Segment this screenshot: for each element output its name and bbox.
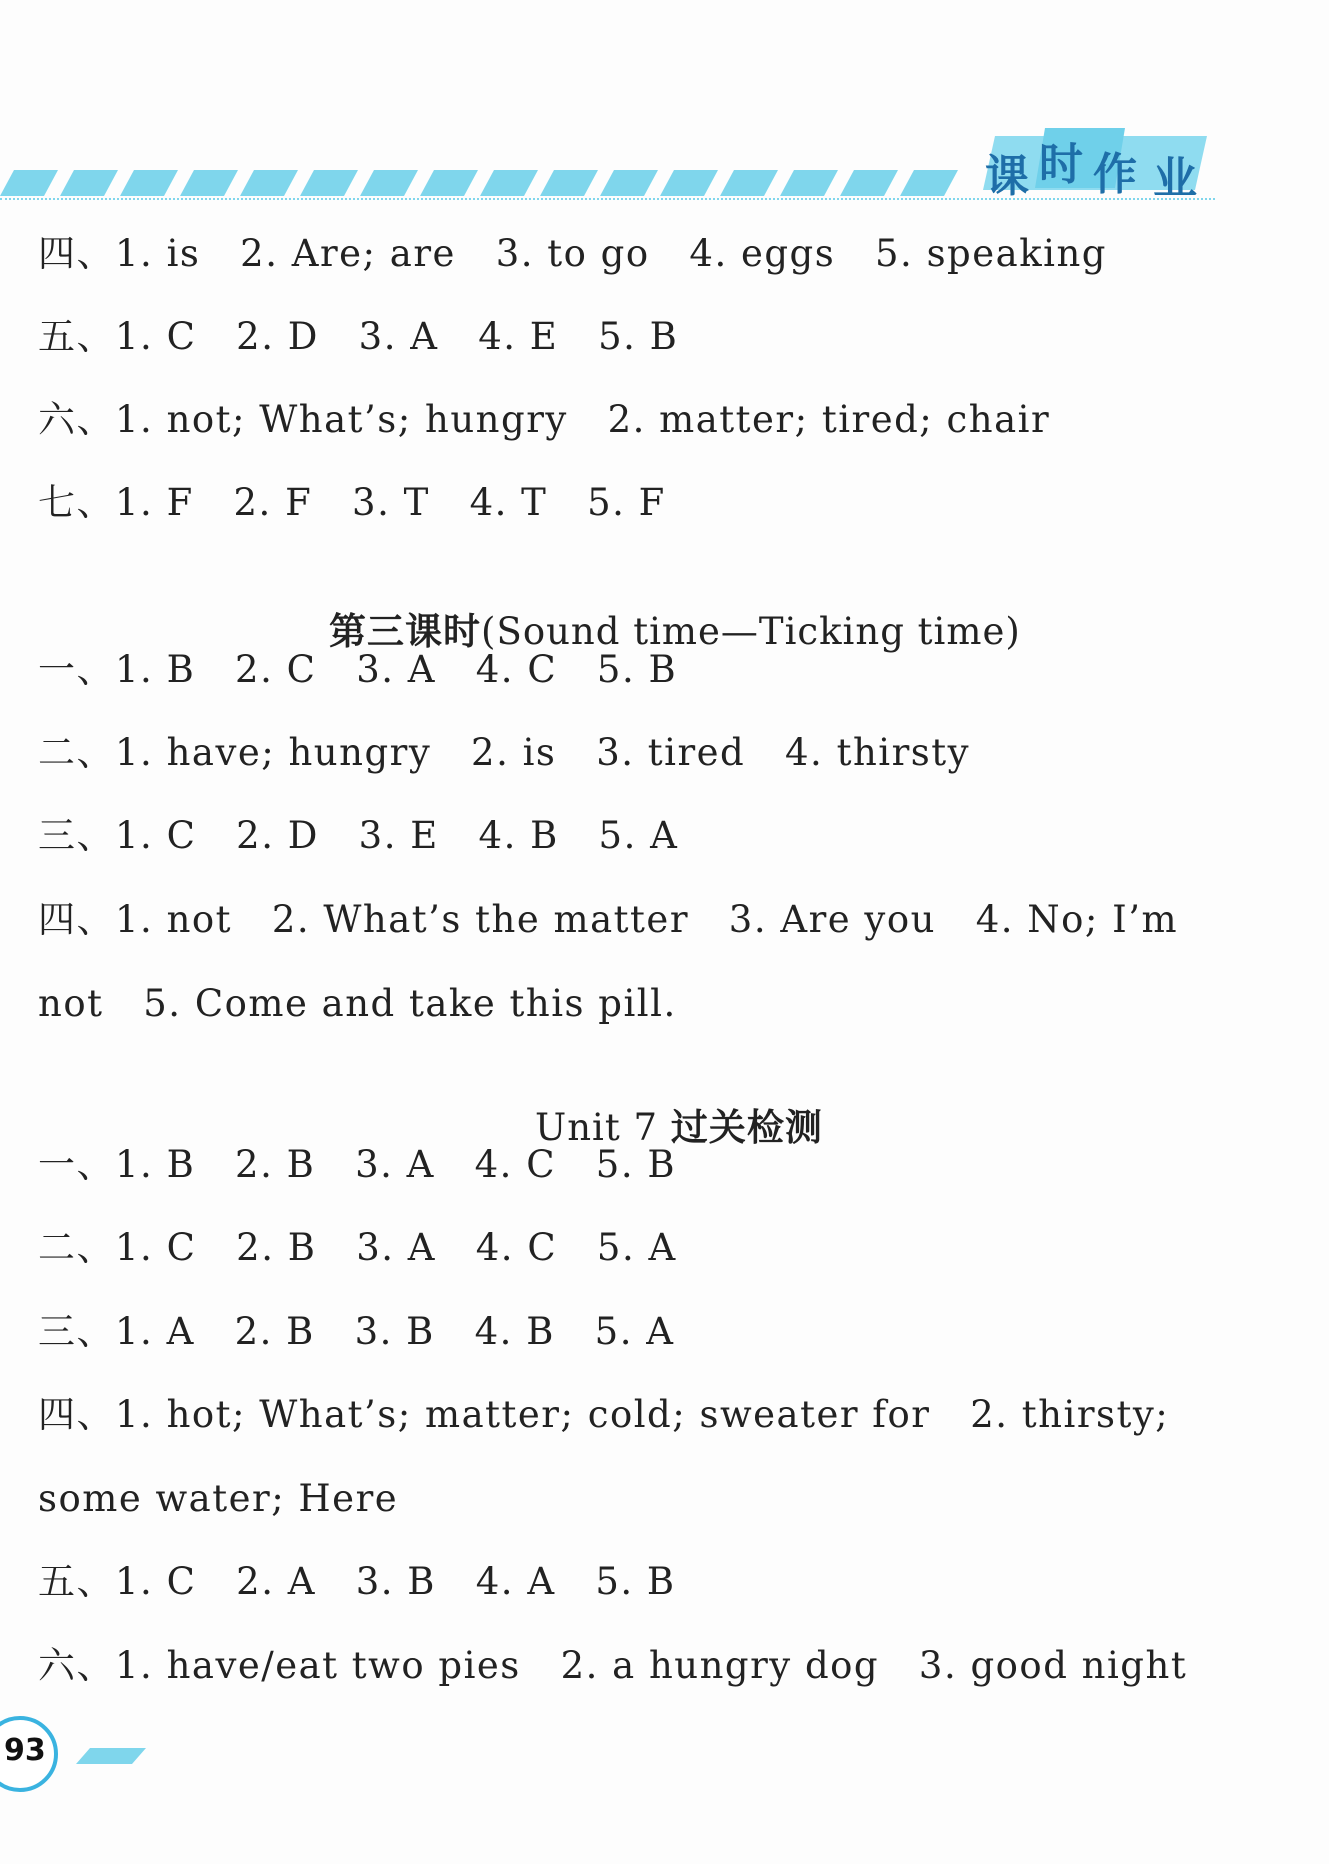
section-heading-cn: 第三课时	[329, 610, 482, 653]
answer-line: 六、1. have/eat two pies 2. a hungry dog 3. good night	[38, 1644, 1188, 1687]
answer-line: 五、1. C 2. D 3. A 4. E 5. B	[38, 315, 679, 358]
section-heading-cn: 过关检测	[670, 1106, 823, 1149]
footer-stripe-decoration	[76, 1748, 146, 1764]
answer-line: 三、1. C 2. D 3. E 4. B 5. A	[38, 814, 679, 857]
answer-line: 四、1. hot; What’s; matter; cold; sweater for 2. thirsty;	[38, 1393, 1170, 1436]
answer-line: 六、1. not; What’s; hungry 2. matter; tired; chair	[38, 398, 1051, 441]
answer-line: 七、1. F 2. F 3. T 4. T 5. F	[38, 481, 666, 524]
answer-line: not 5. Come and take this pill.	[38, 982, 677, 1025]
section-heading-en: (Sound time—Ticking time)	[481, 610, 1021, 653]
header-dotted-line	[0, 198, 1215, 200]
header-title-char: 课	[985, 151, 1029, 202]
header-title-char: 时	[1039, 139, 1083, 190]
answer-line: 三、1. A 2. B 3. B 4. B 5. A	[38, 1310, 675, 1353]
answer-line: 一、1. B 2. C 3. A 4. C 5. B	[38, 648, 678, 691]
answer-line: 五、1. C 2. A 3. B 4. A 5. B	[38, 1560, 676, 1603]
answer-line: 四、1. is 2. Are; are 3. to go 4. eggs 5. speaking	[38, 232, 1107, 275]
section-heading-en: Unit 7	[535, 1106, 671, 1149]
header-stripe-decoration	[0, 170, 970, 196]
page-number: 93	[4, 1733, 46, 1768]
header-title-char: 作	[1093, 149, 1137, 200]
header-title-char: 业	[1153, 153, 1197, 204]
page-number-badge	[0, 1716, 58, 1792]
header-title	[975, 128, 1215, 204]
answer-line: 四、1. not 2. What’s the matter 3. Are you 4. No; I’m	[38, 898, 1179, 941]
answer-line: 一、1. B 2. B 3. A 4. C 5. B	[38, 1143, 677, 1186]
answer-line: 二、1. have; hungry 2. is 3. tired 4. thirsty	[38, 731, 971, 774]
answer-line: 二、1. C 2. B 3. A 4. C 5. A	[38, 1226, 677, 1269]
answer-line: some water; Here	[38, 1477, 399, 1520]
